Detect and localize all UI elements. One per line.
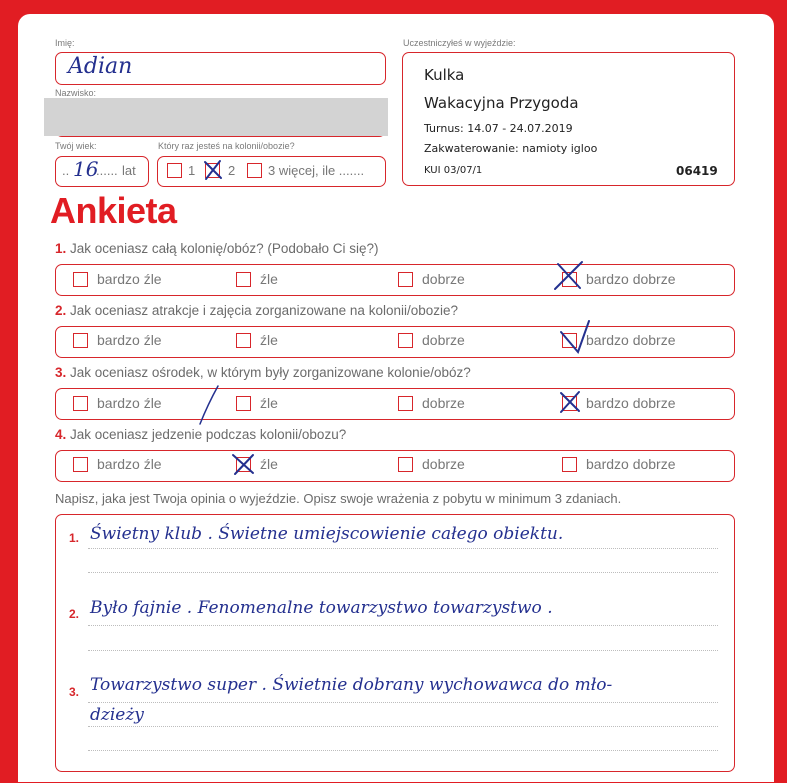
q4-option-bad-label: źle [260, 456, 278, 472]
opinion-line [88, 650, 718, 651]
q1-option-very-good-label: bardzo dobrze [586, 271, 676, 287]
opinion-line [88, 750, 718, 751]
times-3-label: 3 więcej, ile ....... [268, 163, 365, 178]
opinion-1-text: Świetny klub . Świetne umiejscowienie całego obiektu. [90, 524, 564, 544]
age-prefix: .. [62, 163, 70, 178]
times-1-checkbox[interactable] [167, 163, 182, 178]
q2-option-bad-checkbox[interactable] [236, 333, 251, 348]
q3-option-bad-checkbox[interactable] [236, 396, 251, 411]
q4-option-good-label: dobrze [422, 456, 465, 472]
q1-cross-mark [552, 258, 586, 292]
opinion-line [88, 548, 718, 549]
name-value: Adian [68, 54, 133, 79]
surname-label: Nazwisko: [55, 88, 97, 98]
opinion-line [88, 726, 718, 727]
opinion-3-text: Towarzystwo super . Świetnie dobrany wychowawca do mło- [90, 675, 613, 695]
stray-pen-stroke [196, 384, 222, 428]
opinion-box[interactable] [55, 514, 735, 772]
name-label: Imię: [55, 38, 75, 48]
camp-program: Wakacyjna Przygoda [424, 94, 579, 112]
question-1-text: Jak oceniasz całą kolonię/obóz? (Podobało Ci się?) [70, 241, 379, 256]
question-3-text: Jak oceniasz ośrodek, w którym były zorganizowane kolonie/obóz? [70, 365, 471, 380]
opinion-line [88, 572, 718, 573]
age-unit: lat [122, 163, 136, 178]
q3-option-good-checkbox[interactable] [398, 396, 413, 411]
question-1 [55, 241, 378, 256]
opinion-2-num: 2. [69, 607, 80, 621]
question-4-num: 4. [55, 427, 67, 442]
question-3 [55, 365, 471, 380]
q2-option-bad-label: źle [260, 332, 278, 348]
question-4-text: Jak oceniasz jedzenie podczas kolonii/obozu? [70, 427, 347, 442]
opinion-prompt: Napisz, jaka jest Twoja opinia o wyjeździe. Opisz swoje wrażenia z pobytu w minimum 3 zdaniach. [55, 491, 622, 506]
question-3-num: 3. [55, 365, 67, 380]
opinion-line [88, 625, 718, 626]
q1-option-good-label: dobrze [422, 271, 465, 287]
q2-option-good-checkbox[interactable] [398, 333, 413, 348]
q2-option-very-bad-label: bardzo źle [97, 332, 162, 348]
opinion-line [88, 702, 718, 703]
q3-option-very-good-label: bardzo dobrze [586, 395, 676, 411]
age-label: Twój wiek: [55, 141, 97, 151]
q1-option-very-bad-label: bardzo źle [97, 271, 162, 287]
q1-option-very-bad-checkbox[interactable] [73, 272, 88, 287]
question-2-text: Jak oceniasz atrakcje i zajęcia zorganizowane na kolonii/obozie? [70, 303, 459, 318]
q1-option-good-checkbox[interactable] [398, 272, 413, 287]
q3-option-very-bad-checkbox[interactable] [73, 396, 88, 411]
opinion-1-num: 1. [69, 531, 80, 545]
age-dots: ...... [96, 163, 118, 178]
age-value: 16 [73, 157, 99, 181]
question-2 [55, 303, 458, 318]
question-4 [55, 427, 346, 442]
survey-title: Ankieta [50, 190, 177, 231]
q4-option-very-good-checkbox[interactable] [562, 457, 577, 472]
q2-option-very-bad-checkbox[interactable] [73, 333, 88, 348]
q4-option-good-checkbox[interactable] [398, 457, 413, 472]
redacted-area [44, 98, 388, 136]
times-2-cross-mark [202, 159, 224, 181]
q4-cross-mark [229, 451, 257, 477]
times-1-label: 1 [188, 163, 196, 178]
opinion-3-text-continued: dzieży [90, 705, 144, 725]
times-3-checkbox[interactable] [247, 163, 262, 178]
q4-option-very-good-label: bardzo dobrze [586, 456, 676, 472]
q3-option-bad-label: źle [260, 395, 278, 411]
question-2-num: 2. [55, 303, 67, 318]
q2-option-very-good-label: bardzo dobrze [586, 332, 676, 348]
q4-option-very-bad-label: bardzo źle [97, 456, 162, 472]
q3-option-good-label: dobrze [422, 395, 465, 411]
q3-cross-mark [557, 389, 583, 415]
camp-code: KUI 03/07/1 [424, 165, 483, 176]
camp-accommodation: Zakwaterowanie: namioty igloo [424, 142, 598, 155]
opinion-3-num: 3. [69, 685, 80, 699]
opinion-2-text: Było fajnie . Fenomenalne towarzystwo towarzystwo . [90, 598, 553, 618]
camp-name: Kulka [424, 66, 465, 84]
q2-cross-mark [556, 318, 592, 356]
question-1-num: 1. [55, 241, 67, 256]
camp-label: Uczestniczyłeś w wyjeździe: [403, 38, 516, 48]
camp-turnus: Turnus: 14.07 - 24.07.2019 [424, 122, 573, 135]
which-time-label: Który raz jesteś na kolonii/obozie? [158, 141, 295, 151]
q1-option-bad-label: źle [260, 271, 278, 287]
q4-option-very-bad-checkbox[interactable] [73, 457, 88, 472]
q3-option-very-bad-label: bardzo źle [97, 395, 162, 411]
q1-option-bad-checkbox[interactable] [236, 272, 251, 287]
times-2-label: 2 [228, 163, 236, 178]
q2-option-good-label: dobrze [422, 332, 465, 348]
camp-number: 06419 [676, 164, 718, 178]
